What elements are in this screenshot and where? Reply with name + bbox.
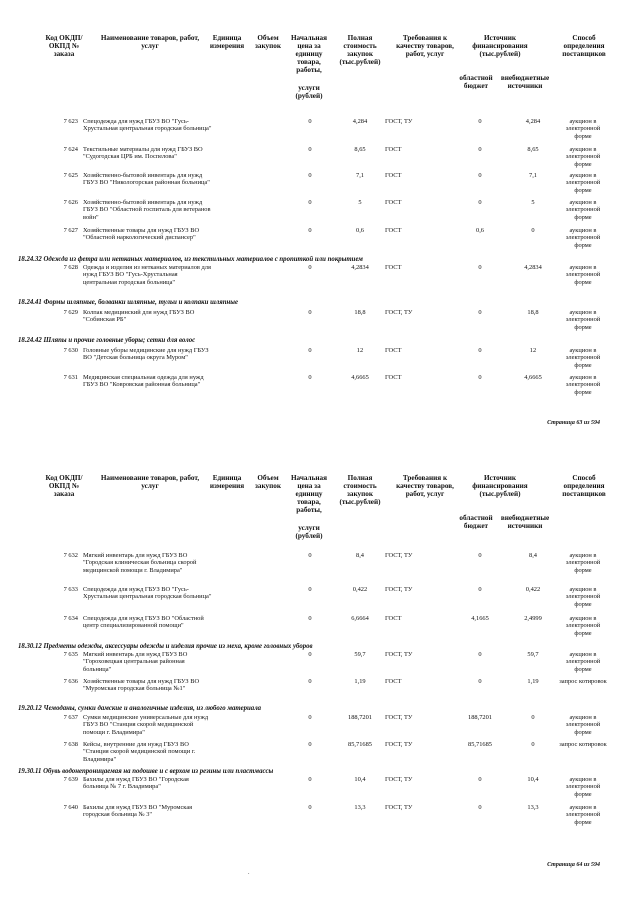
quality-requirements: ГОСТ, ТУ bbox=[385, 804, 413, 811]
procurement-method: аукцион в электронной форме bbox=[565, 776, 601, 798]
regional-budget: 0 bbox=[478, 776, 482, 783]
item-name: Медицинская специальная одежда для нужд ГБУЗ ВО "Ковровская районная больница" bbox=[83, 374, 204, 389]
total-cost: 5 bbox=[358, 199, 362, 206]
unit-price: 0 bbox=[308, 146, 312, 153]
item-name: Сумки медицинские универсальные для нужд ГБУЗ ВО "Станция скорой медицинской помощи г. Владимира" bbox=[83, 714, 209, 736]
external-sources: 8,65 bbox=[527, 146, 539, 153]
page-number: Страница 64 из 594 bbox=[547, 862, 600, 868]
quality-requirements: ГОСТ bbox=[385, 678, 402, 685]
quality-requirements: ГОСТ, ТУ bbox=[385, 118, 413, 125]
item-name: Спецодежда для нужд ГБУЗ ВО "Областной центр специализированной помощи" bbox=[83, 615, 204, 630]
item-name: Хозяйственные товары для нужд ГБУЗ ВО "Муромская городская больница №1" bbox=[83, 678, 200, 693]
external-sources: 1,19 bbox=[527, 678, 539, 685]
procurement-method: аукцион в электронной форме bbox=[565, 615, 601, 637]
regional-budget: 188,7201 bbox=[468, 714, 492, 721]
item-name: Хозяйственно-бытовой инвентарь для нужд ГБУЗ ВО "Никологорская районная больница" bbox=[83, 172, 210, 187]
regional-budget: 0 bbox=[478, 651, 482, 658]
procurement-method: аукцион в электронной форме bbox=[565, 118, 601, 140]
total-cost: 4,6665 bbox=[351, 374, 369, 381]
procurement-method: аукцион в электронной форме bbox=[565, 172, 601, 194]
quality-requirements: ГОСТ bbox=[385, 347, 402, 354]
page-number: Страница 63 из 594 bbox=[547, 420, 600, 426]
procurement-method: аукцион в электронной форме bbox=[565, 146, 601, 168]
total-cost: 0,6 bbox=[356, 227, 364, 234]
quality-requirements: ГОСТ bbox=[385, 172, 402, 179]
procurement-method: аукцион в электронной форме bbox=[565, 227, 601, 249]
header-total: Полная стоимость закупок (тыс.рублей) bbox=[339, 474, 381, 506]
header-source-regional: областной бюджет bbox=[459, 514, 493, 530]
total-cost: 10,4 bbox=[354, 776, 366, 783]
procurement-method: аукцион в электронной форме bbox=[565, 309, 601, 331]
order-code: 7 625 bbox=[63, 172, 78, 179]
scan-mark: . bbox=[248, 870, 250, 876]
external-sources: 18,8 bbox=[527, 309, 539, 316]
quality-requirements: ГОСТ bbox=[385, 374, 402, 381]
quality-requirements: ГОСТ, ТУ bbox=[385, 309, 413, 316]
item-name: Текстильные материалы для нужд ГБУЗ ВО "Судогодская ЦРБ им. Поспелова" bbox=[83, 146, 203, 161]
quality-requirements: ГОСТ, ТУ bbox=[385, 552, 413, 559]
quality-requirements: ГОСТ, ТУ bbox=[385, 741, 413, 748]
item-name: Мягкий инвентарь для нужд ГБУЗ ВО "Гороховецкая центральная районная больница" bbox=[83, 651, 188, 673]
item-name: Головные уборы медицинские для нужд ГБУЗ ВО "Детская больница округа Муром" bbox=[83, 347, 209, 362]
unit-price: 0 bbox=[308, 678, 312, 685]
unit-price: 0 bbox=[308, 264, 312, 271]
header-source-external: внебюджетные источники bbox=[500, 74, 550, 90]
regional-budget: 85,71685 bbox=[468, 741, 492, 748]
unit-price: 0 bbox=[308, 741, 312, 748]
total-cost: 4,284 bbox=[352, 118, 368, 125]
quality-requirements: ГОСТ, ТУ bbox=[385, 586, 413, 593]
regional-budget: 0 bbox=[478, 586, 482, 593]
external-sources: 5 bbox=[531, 199, 535, 206]
external-sources: 12 bbox=[529, 347, 537, 354]
procurement-method: аукцион в электронной форме bbox=[565, 374, 601, 396]
external-sources: 10,4 bbox=[527, 776, 539, 783]
header-price bbox=[285, 34, 333, 100]
total-cost: 0,422 bbox=[352, 586, 368, 593]
item-name: Спецодежда для нужд ГБУЗ ВО "Гусь-Хрустальная центральная городская больница" bbox=[83, 586, 212, 601]
header-code: Код ОКДП/ ОКПД № заказа bbox=[45, 34, 83, 58]
order-code: 7 640 bbox=[63, 804, 78, 811]
unit-price: 0 bbox=[308, 586, 312, 593]
order-code: 7 628 bbox=[63, 264, 78, 271]
quality-requirements: ГОСТ, ТУ bbox=[385, 651, 413, 658]
regional-budget: 0 bbox=[478, 264, 482, 271]
order-code: 7 638 bbox=[63, 741, 78, 748]
order-code: 7 627 bbox=[63, 227, 78, 234]
external-sources: 4,2834 bbox=[524, 264, 542, 271]
regional-budget: 0 bbox=[478, 172, 482, 179]
header-requirements: Требования к качеству товаров, работ, услуг bbox=[396, 34, 454, 58]
header-method: Способ определения поставщиков bbox=[562, 34, 606, 58]
unit-price: 0 bbox=[308, 651, 312, 658]
header-price bbox=[285, 474, 333, 540]
regional-budget: 0 bbox=[478, 678, 482, 685]
item-name: Кейсы, внутренние для нужд ГБУЗ ВО "Станция скорой медицинской помощи г. Владимира" bbox=[83, 741, 196, 763]
item-name: Бахилы для нужд ГБУЗ ВО "Городская больница № 7 г. Владимира" bbox=[83, 776, 189, 791]
external-sources: 0,422 bbox=[525, 586, 541, 593]
procurement-method: аукцион в электронной форме bbox=[565, 714, 601, 736]
item-name: Бахилы для нужд ГБУЗ ВО "Муромская городская больница № 3" bbox=[83, 804, 193, 819]
unit-price: 0 bbox=[308, 227, 312, 234]
item-name: Хозяйственно-бытовой инвентарь для нужд ГБУЗ ВО "Областной госпиталь для ветеранов войн" bbox=[83, 199, 211, 221]
unit-price: 0 bbox=[308, 804, 312, 811]
unit-price: 0 bbox=[308, 118, 312, 125]
order-code: 7 634 bbox=[63, 615, 78, 622]
total-cost: 85,71685 bbox=[348, 741, 372, 748]
header-requirements: Требования к качеству товаров, работ, услуг bbox=[396, 474, 454, 498]
regional-budget: 4,1665 bbox=[471, 615, 489, 622]
header-source: Источник финансирования (тыс.рублей) bbox=[472, 34, 528, 58]
total-cost: 8,65 bbox=[354, 146, 366, 153]
page-63 bbox=[0, 0, 640, 450]
header-total: Полная стоимость закупок (тыс.рублей) bbox=[339, 34, 381, 66]
order-code: 7 637 bbox=[63, 714, 78, 721]
item-name: Колпак медицинский для нужд ГБУЗ ВО "Собинская РБ" bbox=[83, 309, 195, 324]
regional-budget: 0 bbox=[478, 374, 482, 381]
order-code: 7 626 bbox=[63, 199, 78, 206]
okpd-section-heading: 18.30.12 Предметы одежды, аксессуары одежды и изделия прочие из меха, кроме головных уборов bbox=[18, 643, 313, 650]
unit-price: 0 bbox=[308, 199, 312, 206]
quality-requirements: ГОСТ bbox=[385, 264, 402, 271]
regional-budget: 0 bbox=[478, 552, 482, 559]
total-cost: 6,6664 bbox=[351, 615, 369, 622]
regional-budget: 0 bbox=[478, 347, 482, 354]
order-code: 7 635 bbox=[63, 651, 78, 658]
procurement-method: запрос котировок bbox=[559, 678, 607, 685]
total-cost: 18,8 bbox=[354, 309, 366, 316]
total-cost: 59,7 bbox=[354, 651, 366, 658]
unit-price: 0 bbox=[308, 309, 312, 316]
item-name: Спецодежда для нужд ГБУЗ ВО "Гусь-Хрустальная центральная городская больница" bbox=[83, 118, 212, 133]
external-sources: 8,4 bbox=[529, 552, 537, 559]
header-source-regional: областной бюджет bbox=[459, 74, 493, 90]
total-cost: 1,19 bbox=[354, 678, 366, 685]
order-code: 7 629 bbox=[63, 309, 78, 316]
order-code: 7 632 bbox=[63, 552, 78, 559]
external-sources: 0 bbox=[531, 227, 535, 234]
procurement-method: запрос котировок bbox=[559, 741, 607, 748]
header-name: Наименование товаров, работ, услуг bbox=[100, 34, 200, 50]
total-cost: 7,1 bbox=[356, 172, 364, 179]
external-sources: 2,4999 bbox=[524, 615, 542, 622]
regional-budget: 0 bbox=[478, 199, 482, 206]
header-code: Код ОКДП/ ОКПД № заказа bbox=[45, 474, 83, 498]
procurement-method: аукцион в электронной форме bbox=[565, 347, 601, 369]
item-name: Мягкий инвентарь для нужд ГБУЗ ВО "Городская клиническая больница скорой медицинской помощи г. Владимира" bbox=[83, 552, 197, 574]
okpd-section-heading: 18.24.32 Одежда из фетра или нетканых материалов, из текстильных материалов с пропиткой или покрытием bbox=[18, 256, 363, 263]
unit-price: 0 bbox=[308, 776, 312, 783]
quality-requirements: ГОСТ, ТУ bbox=[385, 776, 413, 783]
procurement-method: аукцион в электронной форме bbox=[565, 264, 601, 286]
procurement-method: аукцион в электронной форме bbox=[565, 199, 601, 221]
external-sources: 13,3 bbox=[527, 804, 539, 811]
quality-requirements: ГОСТ, ТУ bbox=[385, 714, 413, 721]
okpd-section-heading: 18.24.41 Формы шляпные, болванки шляпные, тульи и колпаки шляпные bbox=[18, 299, 239, 306]
item-name: Хозяйственные товары для нужд ГБУЗ ВО "Областной наркологический диспансер" bbox=[83, 227, 200, 242]
order-code: 7 639 bbox=[63, 776, 78, 783]
okpd-section-heading: 19.30.11 Обувь водонепроницаемая на подошве и с верхом из резины или пластмассы bbox=[18, 768, 274, 775]
header-price-line1: Начальная цена за единицу товара, работы, bbox=[290, 474, 328, 514]
regional-budget: 0 bbox=[478, 804, 482, 811]
external-sources: 4,6665 bbox=[524, 374, 542, 381]
unit-price: 0 bbox=[308, 347, 312, 354]
quality-requirements: ГОСТ bbox=[385, 615, 402, 622]
okpd-section-heading: 19.20.12 Чемоданы, сумки дамские и аналогичные изделия, из любого материала bbox=[18, 705, 262, 712]
unit-price: 0 bbox=[308, 552, 312, 559]
header-unit: Единица измерения bbox=[209, 34, 245, 50]
external-sources: 7,1 bbox=[529, 172, 537, 179]
total-cost: 4,2834 bbox=[351, 264, 369, 271]
header-name: Наименование товаров, работ, услуг bbox=[100, 474, 200, 490]
header-price-line2: услуги (рублей) bbox=[295, 84, 323, 100]
header-method: Способ определения поставщиков bbox=[562, 474, 606, 498]
order-code: 7 624 bbox=[63, 146, 78, 153]
order-code: 7 631 bbox=[63, 374, 78, 381]
order-code: 7 633 bbox=[63, 586, 78, 593]
external-sources: 59,7 bbox=[527, 651, 539, 658]
header-price-line2: услуги (рублей) bbox=[295, 524, 323, 540]
total-cost: 12 bbox=[356, 347, 364, 354]
quality-requirements: ГОСТ bbox=[385, 146, 402, 153]
regional-budget: 0 bbox=[478, 118, 482, 125]
order-code: 7 630 bbox=[63, 347, 78, 354]
order-code: 7 623 bbox=[63, 118, 78, 125]
regional-budget: 0,6 bbox=[476, 227, 484, 234]
external-sources: 4,284 bbox=[525, 118, 541, 125]
page-64 bbox=[0, 440, 640, 905]
total-cost: 13,3 bbox=[354, 804, 366, 811]
quality-requirements: ГОСТ bbox=[385, 199, 402, 206]
header-source-external: внебюджетные источники bbox=[500, 514, 550, 530]
header-source: Источник финансирования (тыс.рублей) bbox=[472, 474, 528, 498]
header-volume: Объем закупок bbox=[255, 474, 281, 490]
header-price-line1: Начальная цена за единицу товара, работы, bbox=[290, 34, 328, 74]
quality-requirements: ГОСТ bbox=[385, 227, 402, 234]
procurement-method: аукцион в электронной форме bbox=[565, 651, 601, 673]
procurement-method: аукцион в электронной форме bbox=[565, 804, 601, 826]
unit-price: 0 bbox=[308, 172, 312, 179]
external-sources: 0 bbox=[531, 714, 535, 721]
unit-price: 0 bbox=[308, 714, 312, 721]
header-unit: Единица измерения bbox=[209, 474, 245, 490]
item-name: Одежда и изделия из нетканых материалов для нужд ГБУЗ ВО "Гусь-Хрустальная центральная городская больница" bbox=[83, 264, 211, 286]
unit-price: 0 bbox=[308, 615, 312, 622]
regional-budget: 0 bbox=[478, 309, 482, 316]
regional-budget: 0 bbox=[478, 146, 482, 153]
unit-price: 0 bbox=[308, 374, 312, 381]
procurement-method: аукцион в электронной форме bbox=[565, 552, 601, 574]
okpd-section-heading: 18.24.42 Шляпы и прочие головные уборы; сетки для волос bbox=[18, 337, 196, 344]
total-cost: 188,7201 bbox=[348, 714, 372, 721]
external-sources: 0 bbox=[531, 741, 535, 748]
procurement-method: аукцион в электронной форме bbox=[565, 586, 601, 608]
total-cost: 8,4 bbox=[356, 552, 364, 559]
header-volume: Объем закупок bbox=[255, 34, 281, 50]
order-code: 7 636 bbox=[63, 678, 78, 685]
